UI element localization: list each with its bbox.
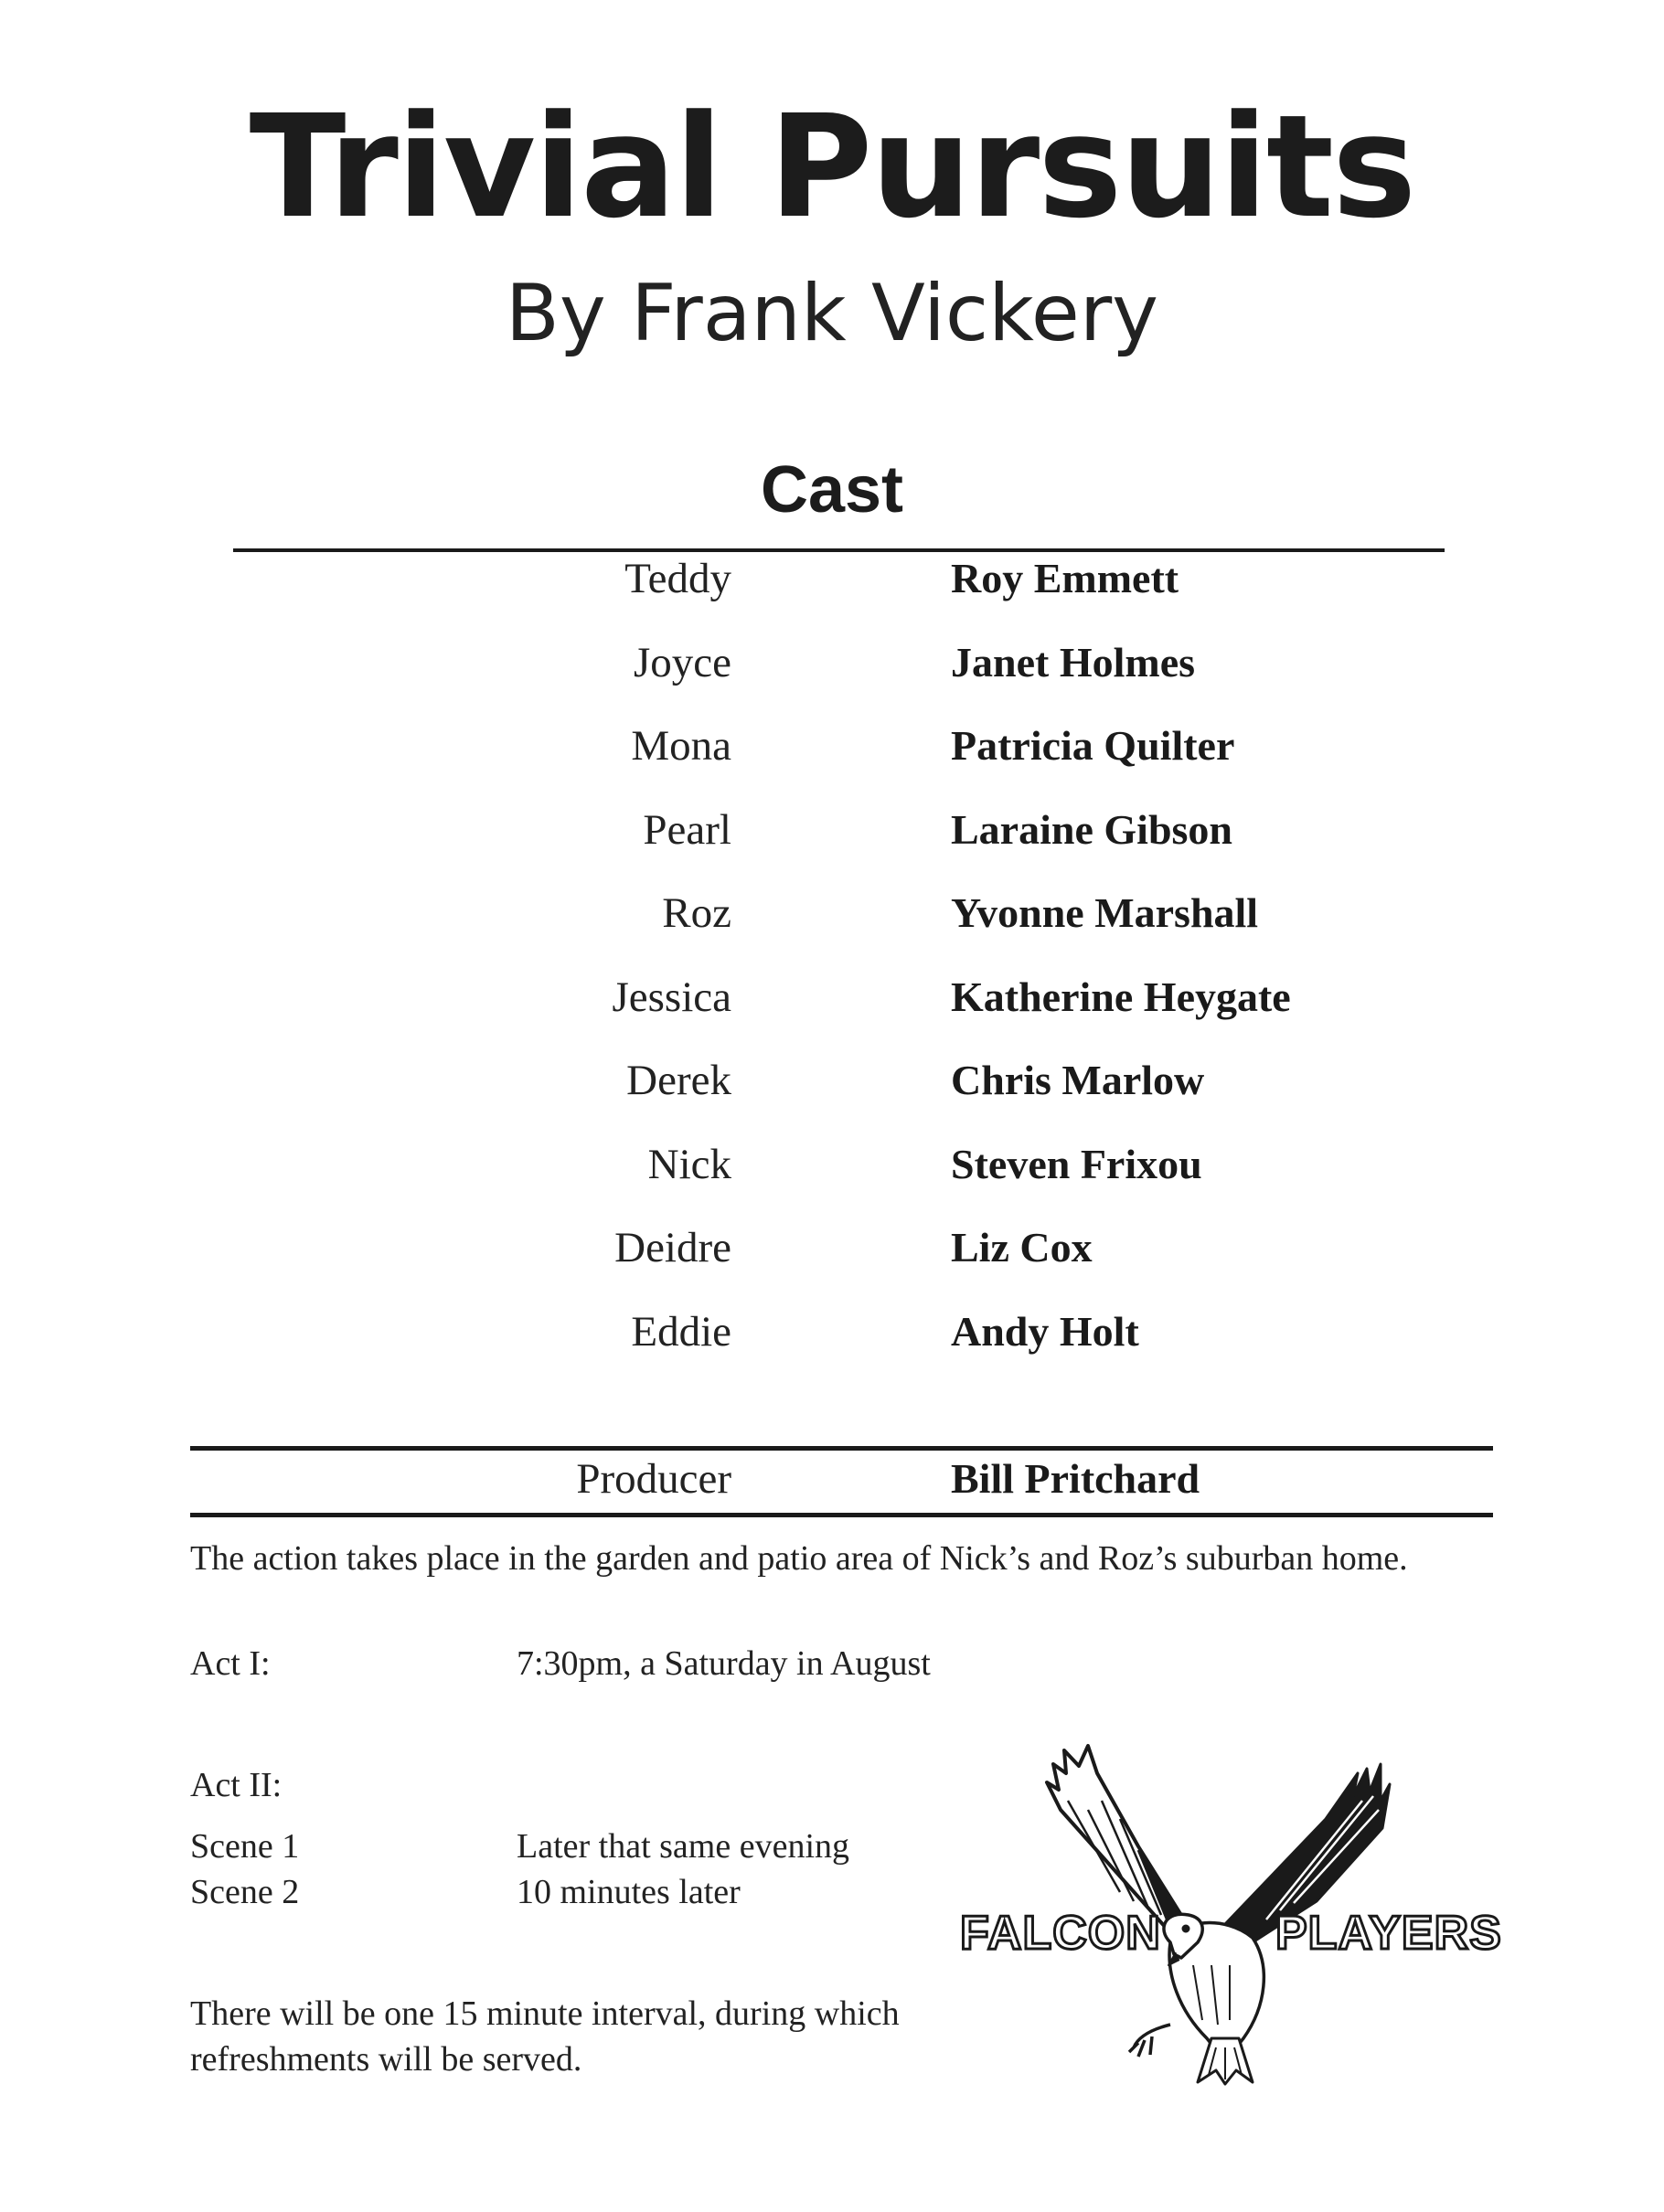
character-name: Mona — [631, 722, 731, 770]
actor-name: Chris Marlow — [951, 1057, 1205, 1103]
scene1-time: Later that same evening — [517, 1827, 850, 1866]
actor-name: Janet Holmes — [951, 638, 1196, 686]
cast-row — [0, 1222, 1664, 1306]
interval-note: There will be one 15 minute interval, during which refreshments will be served. — [190, 1994, 900, 2079]
author-byline: By Frank Vickery — [505, 268, 1159, 359]
actor-name: Andy Holt — [951, 1307, 1139, 1355]
cast-row — [0, 637, 1664, 721]
character-name: Teddy — [624, 555, 731, 602]
actor-name: Katherine Heygate — [951, 973, 1291, 1020]
scene2-time: 10 minutes later — [517, 1873, 741, 1911]
actor-name: Roy Emmett — [951, 555, 1179, 601]
character-name: Jessica — [612, 973, 731, 1021]
falcon-players-logo — [951, 1746, 1502, 2084]
character-name: Roz — [662, 889, 731, 937]
cast-heading: Cast — [760, 453, 904, 526]
producer-label: Producer — [576, 1455, 731, 1503]
character-name: Eddie — [631, 1307, 731, 1356]
cast-row — [0, 1306, 1664, 1390]
scene1-label: Scene 1 — [190, 1827, 300, 1866]
cast-row — [0, 804, 1664, 888]
cast-row — [0, 1139, 1664, 1223]
cast-row — [0, 1055, 1664, 1139]
character-name: Joyce — [633, 638, 731, 686]
cast-row — [0, 888, 1664, 972]
actor-name: Liz Cox — [951, 1224, 1093, 1271]
actor-name: Laraine Gibson — [951, 805, 1233, 853]
logo-text-falcon: FALCON — [960, 1907, 1161, 1960]
character-name: Nick — [647, 1140, 731, 1188]
play-title: Trivial Pursuits — [249, 84, 1415, 250]
cast-row — [0, 720, 1664, 804]
character-name: Derek — [626, 1057, 731, 1104]
character-name: Deidre — [614, 1224, 731, 1271]
cast-list — [0, 553, 1664, 1389]
actor-name: Yvonne Marshall — [951, 889, 1259, 936]
act2-label: Act II: — [190, 1766, 283, 1804]
producer-top-divider — [190, 1446, 1493, 1451]
actor-name: Steven Frixou — [951, 1140, 1202, 1187]
cast-row — [0, 972, 1664, 1056]
act1-time: 7:30pm, a Saturday in August — [517, 1644, 931, 1683]
producer-bottom-divider — [190, 1513, 1493, 1517]
act1-label: Act I: — [190, 1644, 271, 1683]
producer-name: Bill Pritchard — [951, 1455, 1200, 1502]
setting-description: The action takes place in the garden and patio area of Nick’s and Roz’s suburban home. — [190, 1539, 1408, 1578]
actor-name: Patricia Quilter — [951, 722, 1235, 769]
logo-text-players: PLAYERS — [1275, 1907, 1502, 1960]
cast-divider — [233, 548, 1445, 552]
scene2-label: Scene 2 — [190, 1873, 300, 1911]
cast-row — [0, 553, 1664, 637]
character-name: Pearl — [643, 805, 731, 854]
